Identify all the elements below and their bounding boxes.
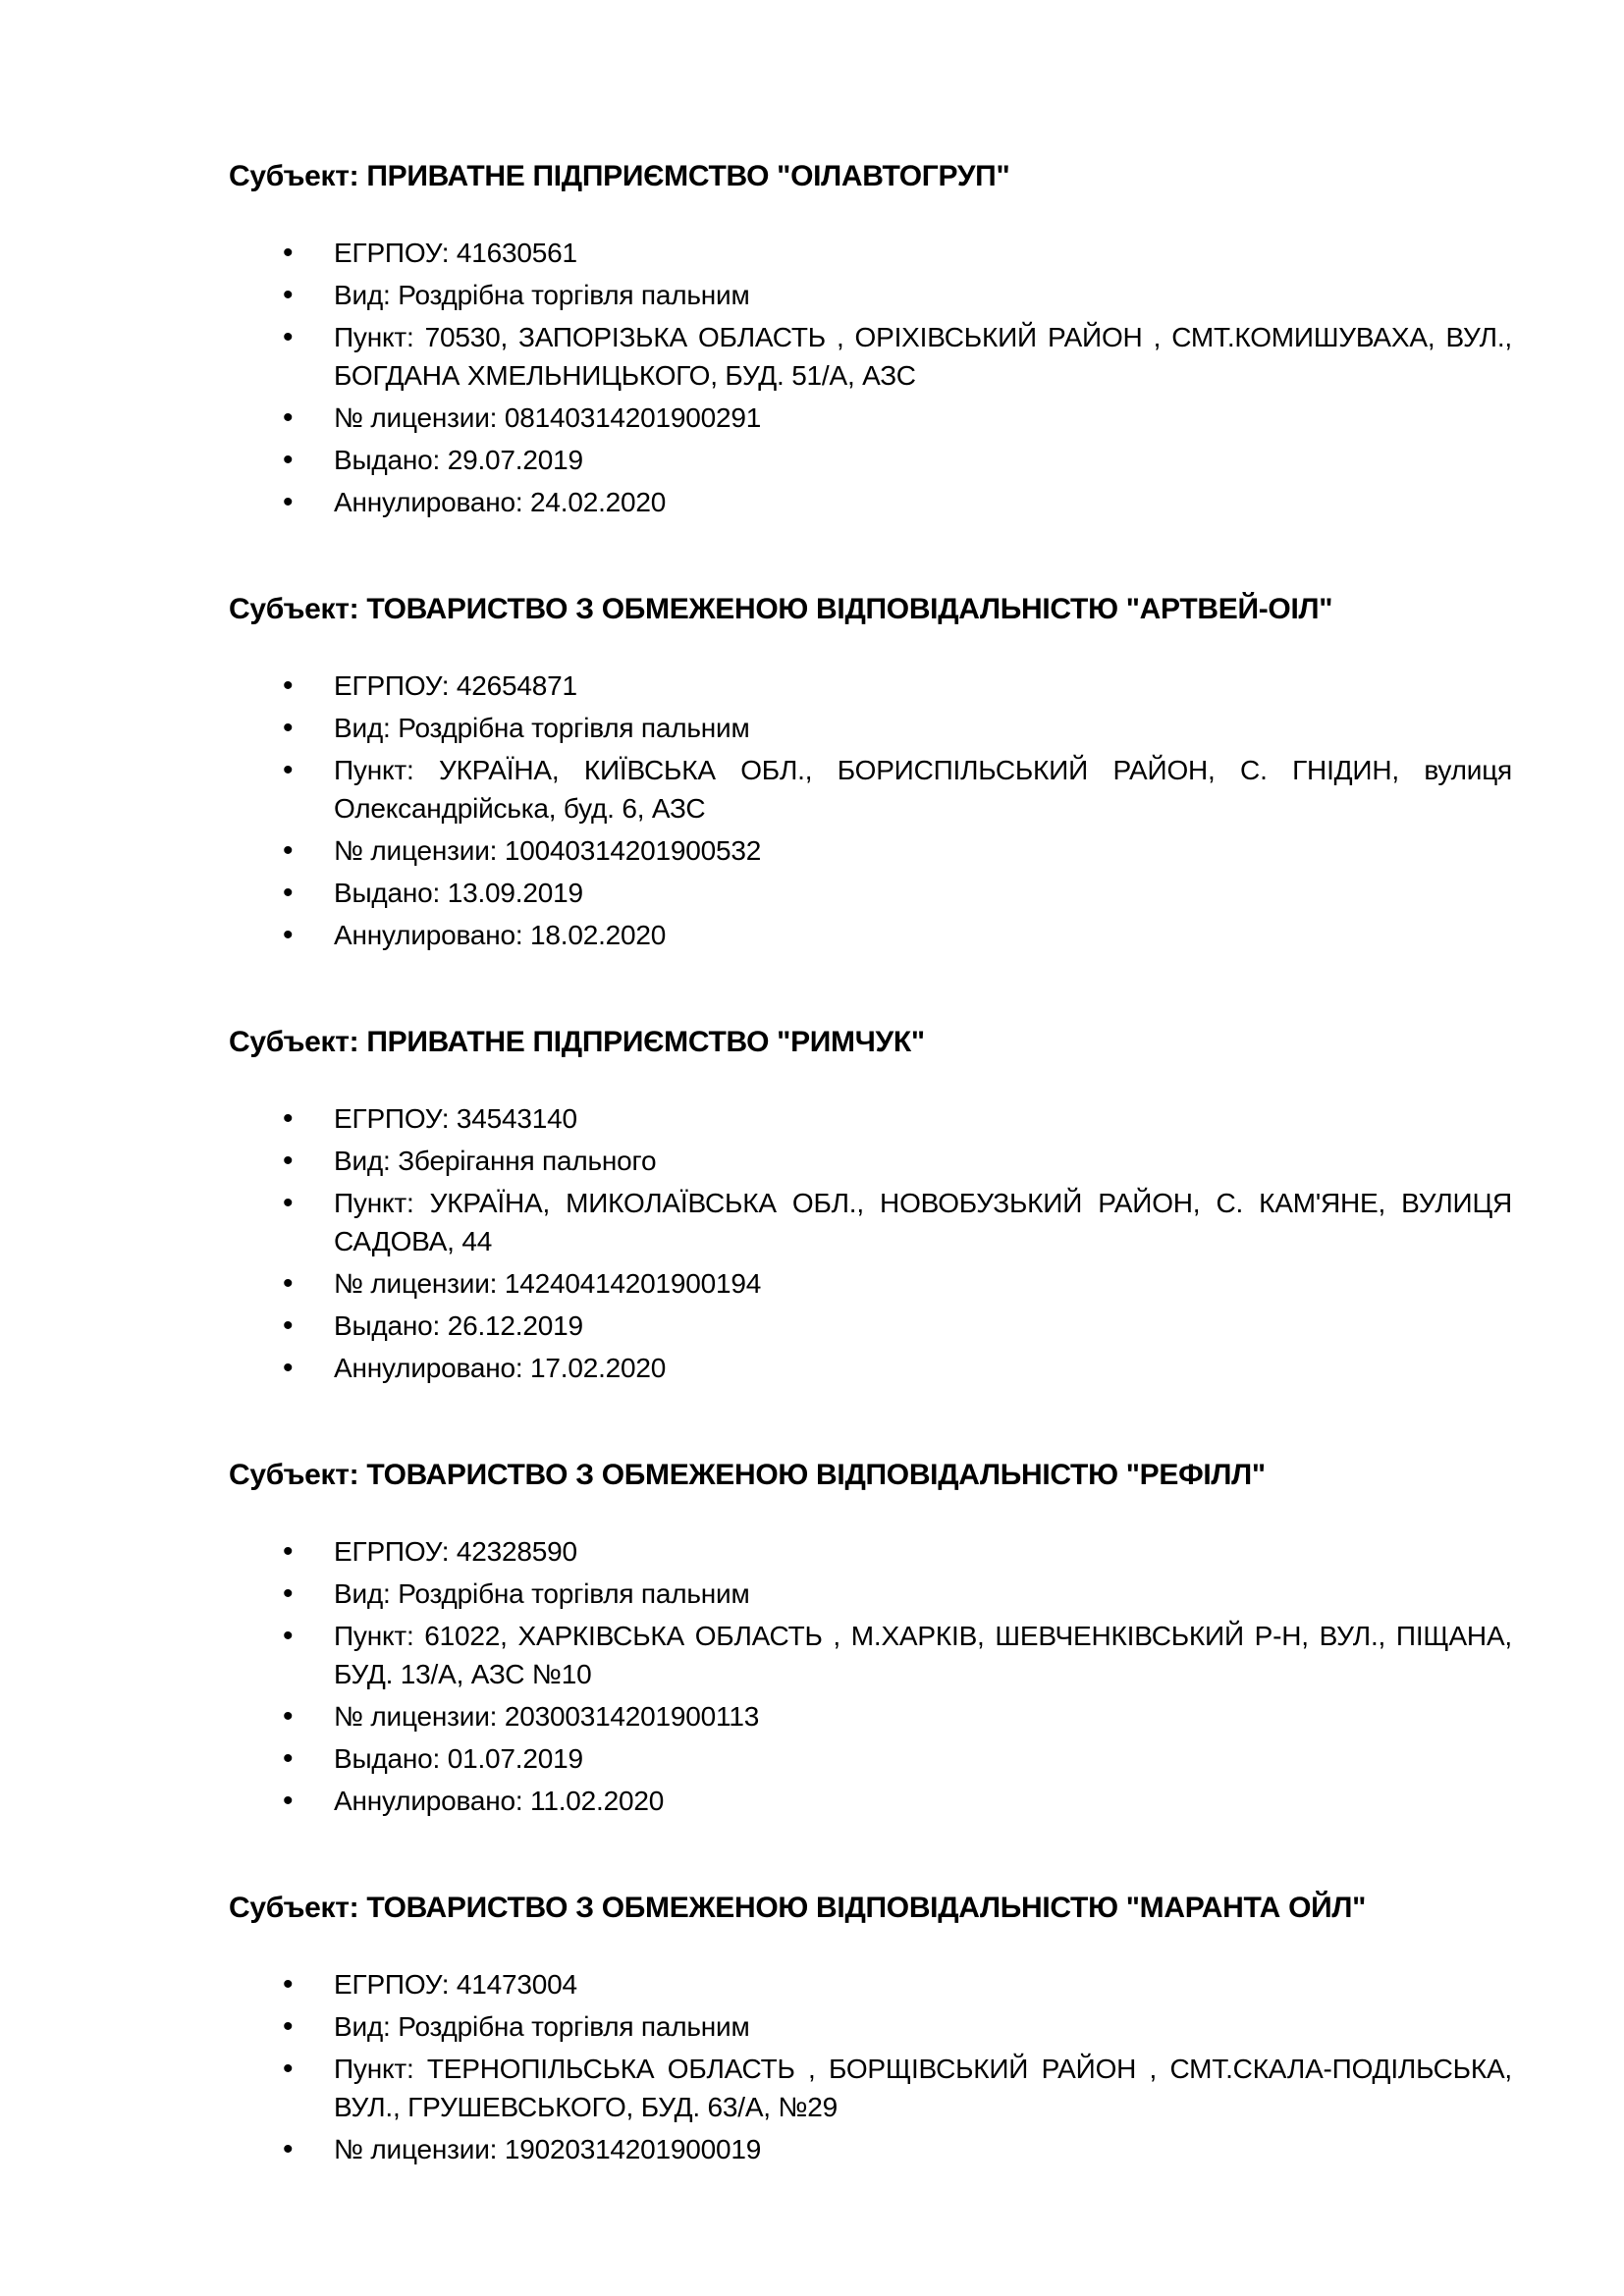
field-license-number: • № лицензии: 20300314201900113 — [229, 1697, 1512, 1735]
field-location: • Пункт: 70530, ЗАПОРІЗЬКА ОБЛАСТЬ , ОРІХІВСЬКИЙ РАЙОН , СМТ.КОМИШУВАХА, ВУЛ., БОГДАНА ХМЕЛЬНИЦЬКОГО, БУД. 51/А, АЗС — [229, 318, 1512, 395]
field-issued-date: • Выдано: 13.09.2019 — [229, 874, 1512, 912]
field-egrpou: • ЕГРПОУ: 41630561 — [229, 234, 1512, 272]
field-annulled-date: • Аннулировано: 18.02.2020 — [229, 916, 1512, 954]
field-activity-type: • Вид: Роздрібна торгівля пальним — [229, 709, 1512, 747]
record-field-list — [229, 667, 1512, 954]
field-egrpou: • ЕГРПОУ: 42328590 — [229, 1532, 1512, 1571]
field-annulled-date: • Аннулировано: 24.02.2020 — [229, 483, 1512, 521]
section-title: Субъект: ПРИВАТНЕ ПІДПРИЄМСТВО "РИМЧУК" — [229, 1026, 925, 1058]
section-title: Субъект: ПРИВАТНЕ ПІДПРИЄМСТВО "ОІЛАВТОГРУП" — [229, 160, 1010, 192]
field-annulled-date: • Аннулировано: 17.02.2020 — [229, 1349, 1512, 1387]
field-activity-type: • Вид: Роздрібна торгівля пальним — [229, 1575, 1512, 1613]
record-field-list — [229, 1099, 1512, 1387]
section-title: Субъект: ТОВАРИСТВО З ОБМЕЖЕНОЮ ВІДПОВІДАЛЬНІСТЮ "МАРАНТА ОЙЛ" — [229, 1892, 1367, 1924]
field-location: • Пункт: УКРАЇНА, МИКОЛАЇВСЬКА ОБЛ., НОВОБУЗЬКИЙ РАЙОН, С. КАМ'ЯНЕ, ВУЛИЦЯ САДОВА, 44 — [229, 1184, 1512, 1260]
license-record-section — [229, 1889, 1512, 2168]
section-title: Субъект: ТОВАРИСТВО З ОБМЕЖЕНОЮ ВІДПОВІДАЛЬНІСТЮ "АРТВЕЙ-ОІЛ" — [229, 593, 1333, 625]
field-issued-date: • Выдано: 26.12.2019 — [229, 1307, 1512, 1345]
field-egrpou: • ЕГРПОУ: 34543140 — [229, 1099, 1512, 1138]
field-location: • Пункт: ТЕРНОПІЛЬСЬКА ОБЛАСТЬ , БОРЩІВСЬКИЙ РАЙОН , СМТ.СКАЛА-ПОДІЛЬСЬКА, ВУЛ., ГРУШЕВСЬКОГО, БУД. 63/А, №29 — [229, 2050, 1512, 2126]
record-field-list — [229, 1965, 1512, 2168]
field-license-number: • № лицензии: 14240414201900194 — [229, 1264, 1512, 1303]
field-activity-type: • Вид: Роздрібна торгівля пальним — [229, 2007, 1512, 2046]
field-license-number: • № лицензии: 08140314201900291 — [229, 399, 1512, 437]
field-issued-date: • Выдано: 29.07.2019 — [229, 441, 1512, 479]
field-location: • Пункт: УКРАЇНА, КИЇВСЬКА ОБЛ., БОРИСПІЛЬСЬКИЙ РАЙОН, С. ГНІДИН, вулиця Олександрійська, буд. 6, АЗС — [229, 751, 1512, 828]
field-egrpou: • ЕГРПОУ: 42654871 — [229, 667, 1512, 705]
field-license-number: • № лицензии: 19020314201900019 — [229, 2130, 1512, 2168]
license-record-section — [229, 590, 1512, 954]
record-field-list — [229, 1532, 1512, 1820]
section-title: Субъект: ТОВАРИСТВО З ОБМЕЖЕНОЮ ВІДПОВІДАЛЬНІСТЮ "РЕФІЛЛ" — [229, 1459, 1266, 1491]
field-egrpou: • ЕГРПОУ: 41473004 — [229, 1965, 1512, 2003]
license-record-section — [229, 157, 1512, 521]
field-annulled-date: • Аннулировано: 11.02.2020 — [229, 1782, 1512, 1820]
field-issued-date: • Выдано: 01.07.2019 — [229, 1739, 1512, 1778]
record-field-list — [229, 234, 1512, 521]
field-license-number: • № лицензии: 10040314201900532 — [229, 831, 1512, 870]
field-location: • Пункт: 61022, ХАРКІВСЬКА ОБЛАСТЬ , М.ХАРКІВ, ШЕВЧЕНКІВСЬКИЙ Р-Н, ВУЛ., ПІЩАНА, БУД. 13/А, АЗС №10 — [229, 1617, 1512, 1693]
license-record-section — [229, 1023, 1512, 1387]
field-activity-type: • Вид: Зберігання пального — [229, 1142, 1512, 1180]
license-record-section — [229, 1456, 1512, 1820]
field-activity-type: • Вид: Роздрібна торгівля пальним — [229, 276, 1512, 314]
